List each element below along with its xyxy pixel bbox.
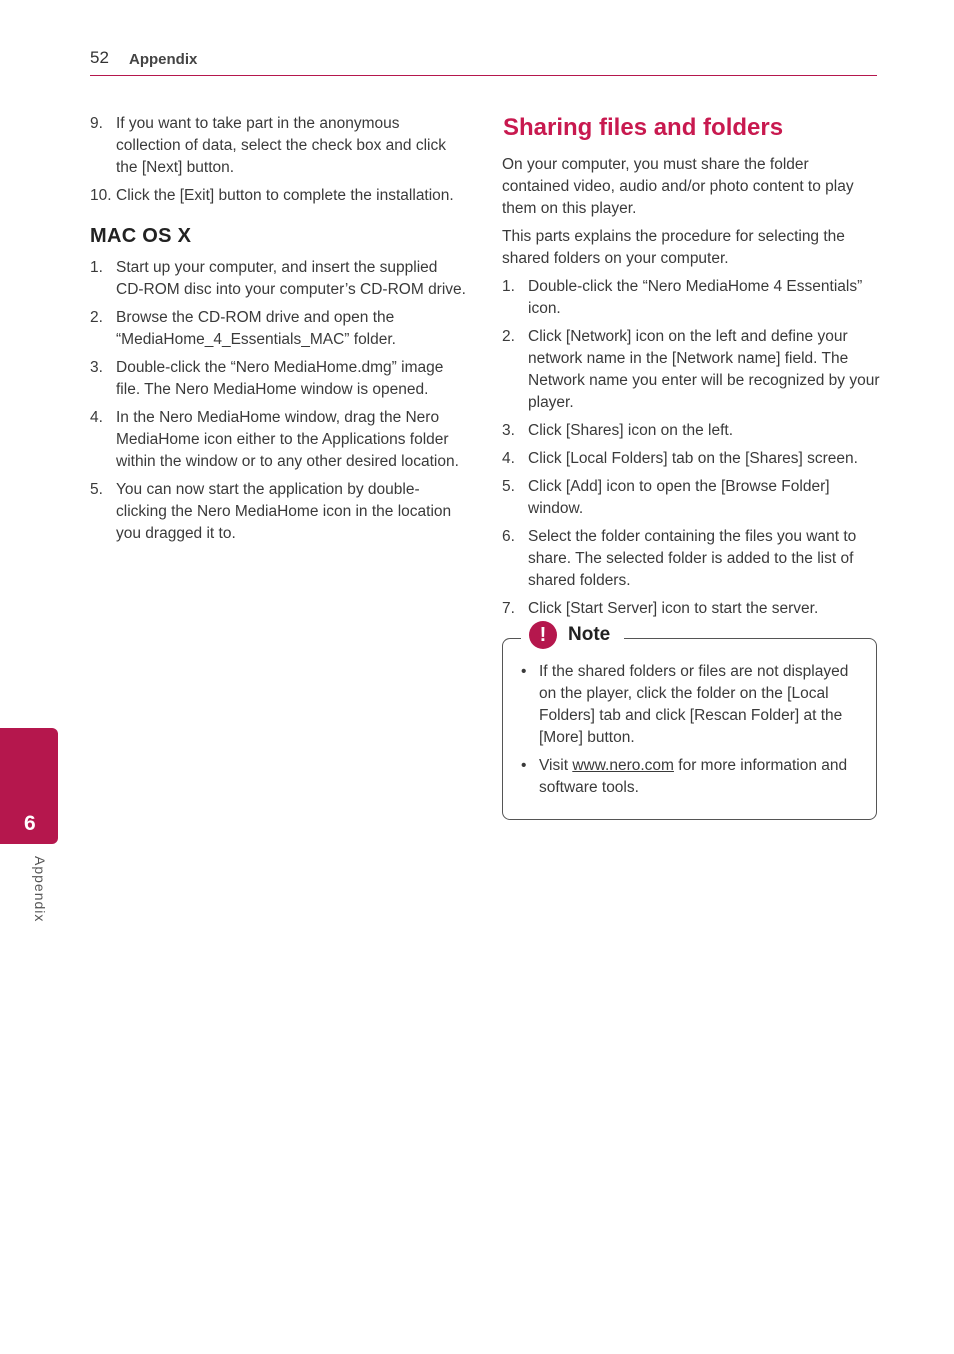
note-title: Note [568,624,611,645]
note-box [502,624,877,820]
mac-os-heading: MAC OS X [90,225,192,247]
list-item: 3. Double-click the “Nero MediaHome.dmg” image file. The Nero MediaHome window is opened. [90,359,444,398]
list-item: 7. Click [Start Server] icon to start the server. [502,600,819,617]
list-item: 3. Click [Shares] icon on the left. [502,422,734,439]
nero-link[interactable]: www.nero.com [572,757,674,774]
chapter-tab [0,728,58,844]
list-item: 4. Click [Local Folders] tab on the [Shares] screen. [502,450,858,467]
bullet-icon: • [521,663,527,680]
intro-paragraph: On your computer, you must share the folder contained video, audio and/or photo content to play them on this player. [502,156,854,217]
exclamation-icon: ! [529,621,557,649]
list-item: 1. Start up your computer, and insert the supplied CD-ROM disc into your computer’s CD-ROM drive. [90,259,466,298]
mac-install-steps [90,257,468,545]
list-item: 5. You can now start the application by double-clicking the Nero MediaHome icon in the location you dragged it to. [90,481,452,542]
sharing-steps [502,276,880,620]
left-column [90,113,468,551]
chapter-side-label: Appendix [32,856,48,923]
list-item: • If the shared folders or files are not displayed on the player, click the folder on the [Local Folders] tab and click [Rescan Folder] at the [More] button. [521,663,849,746]
list-item: 10. Click the [Exit] button to complete the installation. [90,187,454,204]
procedure-paragraph: This parts explains the procedure for selecting the shared folders on your computer. [502,228,845,267]
note-bullets [521,661,860,799]
install-steps-continued [90,113,468,207]
list-item: 2. Browse the CD-ROM drive and open the “MediaHome_4_Essentials_MAC” folder. [90,309,396,348]
chapter-number: 6 [24,812,36,835]
list-item: 9. If you want to take part in the anonymous collection of data, select the check box and click the [Next] button. [90,115,446,176]
section-title: Sharing files and folders [503,114,784,141]
note-header [521,620,624,650]
header-section-label: Appendix [129,51,198,68]
page-header [90,47,877,76]
list-item: 6. Select the folder containing the files you want to share. The selected folder is added to the list of shared folders. [502,528,857,589]
list-item: 1. Double-click the “Nero MediaHome 4 Essentials” icon. [502,278,863,317]
list-item: 2. Click [Network] icon on the left and define your network name in the [Network name] field. The Network name you enter will be recognized by your player. [502,328,880,411]
list-item: • Visit www.nero.com for more information and software tools. [521,757,848,796]
list-item: 4. In the Nero MediaHome window, drag the Nero MediaHome icon either to the Applications folder within the window or to any other desired location. [90,409,459,470]
page-number: 52 [90,48,109,67]
bullet-icon: • [521,757,527,774]
right-column [502,113,880,820]
list-item: 5. Click [Add] icon to open the [Browse Folder] window. [502,478,830,517]
